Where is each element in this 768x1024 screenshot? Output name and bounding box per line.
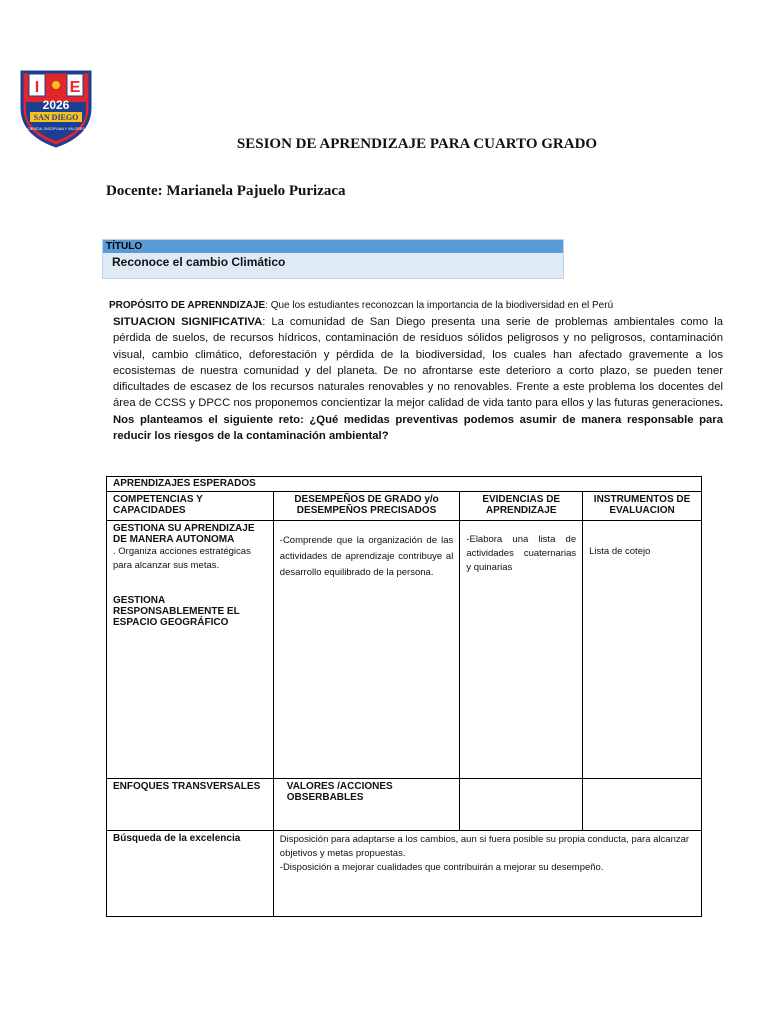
docente-name: Marianela Pajuelo Purizaca (166, 183, 346, 199)
empty-cell (460, 779, 583, 831)
situacion-label: SITUACION SIGNIFICATIVA (113, 316, 263, 328)
column-header: DESEMPEÑOS DE GRADO y/o DESEMPEÑOS PRECISADOS (273, 492, 460, 521)
valores-header: VALORES /ACCIONES OBSERBABLES (273, 779, 460, 831)
competencia-2: GESTIONA RESPONSABLEMENTE EL ESPACIO GEOGRÁFICO (113, 595, 240, 628)
aprendizajes-table (106, 476, 702, 917)
enfoques-header: ENFOQUES TRANSVERSALES (107, 779, 274, 831)
desempeno-cell: -Comprende que la organización de las actividades de aprendizaje contribuye al desarrollo equilibrado de la persona. (273, 521, 460, 779)
situacion-paragraph (113, 314, 723, 444)
column-header: COMPETENCIAS Y CAPACIDADES (107, 492, 274, 521)
docente-label: Docente: (106, 183, 163, 199)
titulo-value: Reconoce el cambio Climático (103, 253, 563, 278)
proposito-text: : Que los estudiantes reconozcan la importancia de la biodiversidad en el Perú (265, 300, 614, 311)
enfoque-text-1: Disposición para adaptarse a los cambios, aun si fuera posible su propia conducta, para alcanzar objetivos y metas propuestas. (279, 834, 690, 859)
instrumento-cell: Lista de cotejo (583, 521, 702, 779)
svg-text:I: I (34, 79, 40, 96)
competencia-1: GESTIONA SU APRENDIZAJE DE MANERA AUTONOMA (113, 523, 255, 545)
situacion-text: : La comunidad de San Diego presenta una serie de problemas ambientales como la pérdida de suelos, de recursos hídricos, contaminación de residuos sólidos peligrosos y no peligrosos, contaminación visual, cambio climático, deforestación y pérdida de la biodiversidad, los cuales han afectado gravemente a los ecosistemas de nuestra comunidad y del planeta. De no afrontarse este deterioro a corto plazo, se pueden tener dificultades de escasez de los recursos naturales renovables y no renovables. Frente a este problema los docentes del área de CCSS y DPCC nos proponemos concientizar la mejor calidad de vida tanto para ellos y las futuras generaciones (113, 316, 723, 410)
page-title: SESION DE APRENDIZAJE PARA CUARTO GRADO (236, 136, 598, 152)
svg-text:SAN DIEGO: SAN DIEGO (33, 113, 79, 122)
table-row (107, 477, 702, 492)
column-header: EVIDENCIAS DE APRENDIZAJE (460, 492, 583, 521)
svg-text:CIENCIA, DISCIPLINA Y VALORES: CIENCIA, DISCIPLINA Y VALORES (27, 127, 85, 131)
enfoque-text-2: -Disposición a mejorar cualidades que contribuirán a mejorar su desempeño. (279, 862, 604, 873)
titulo-label: TÍTULO (103, 240, 563, 253)
competencias-cell (107, 521, 274, 779)
enfoque-description (273, 831, 701, 917)
situacion-reto: . Nos planteamos el siguiente reto: ¿Qué medidas preventivas podemos asumir de manera responsable para reducir los riesgos de la contaminación ambiental? (113, 397, 723, 443)
proposito-paragraph (109, 300, 613, 311)
proposito-label: PROPÓSITO DE APRENNDIZAJE (109, 300, 266, 311)
svg-text:E: E (69, 79, 81, 96)
evidencia-cell: -Elabora una lista de actividades cuaternarias y quinarias (460, 521, 583, 779)
table-row (107, 831, 702, 917)
docente-line (106, 183, 346, 200)
svg-text:2026: 2026 (42, 98, 70, 112)
section-title: APRENDIZAJES ESPERADOS (107, 477, 702, 492)
table-row (107, 521, 702, 779)
titulo-box (102, 239, 564, 279)
table-row (107, 492, 702, 521)
table-row (107, 779, 702, 831)
empty-cell (583, 779, 702, 831)
column-header: INSTRUMENTOS DE EVALUACION (583, 492, 702, 521)
capacidad-1: . Organiza acciones estratégicas para alcanzar sus metas. (113, 546, 251, 571)
enfoque-name: Búsqueda de la excelencia (107, 831, 274, 917)
